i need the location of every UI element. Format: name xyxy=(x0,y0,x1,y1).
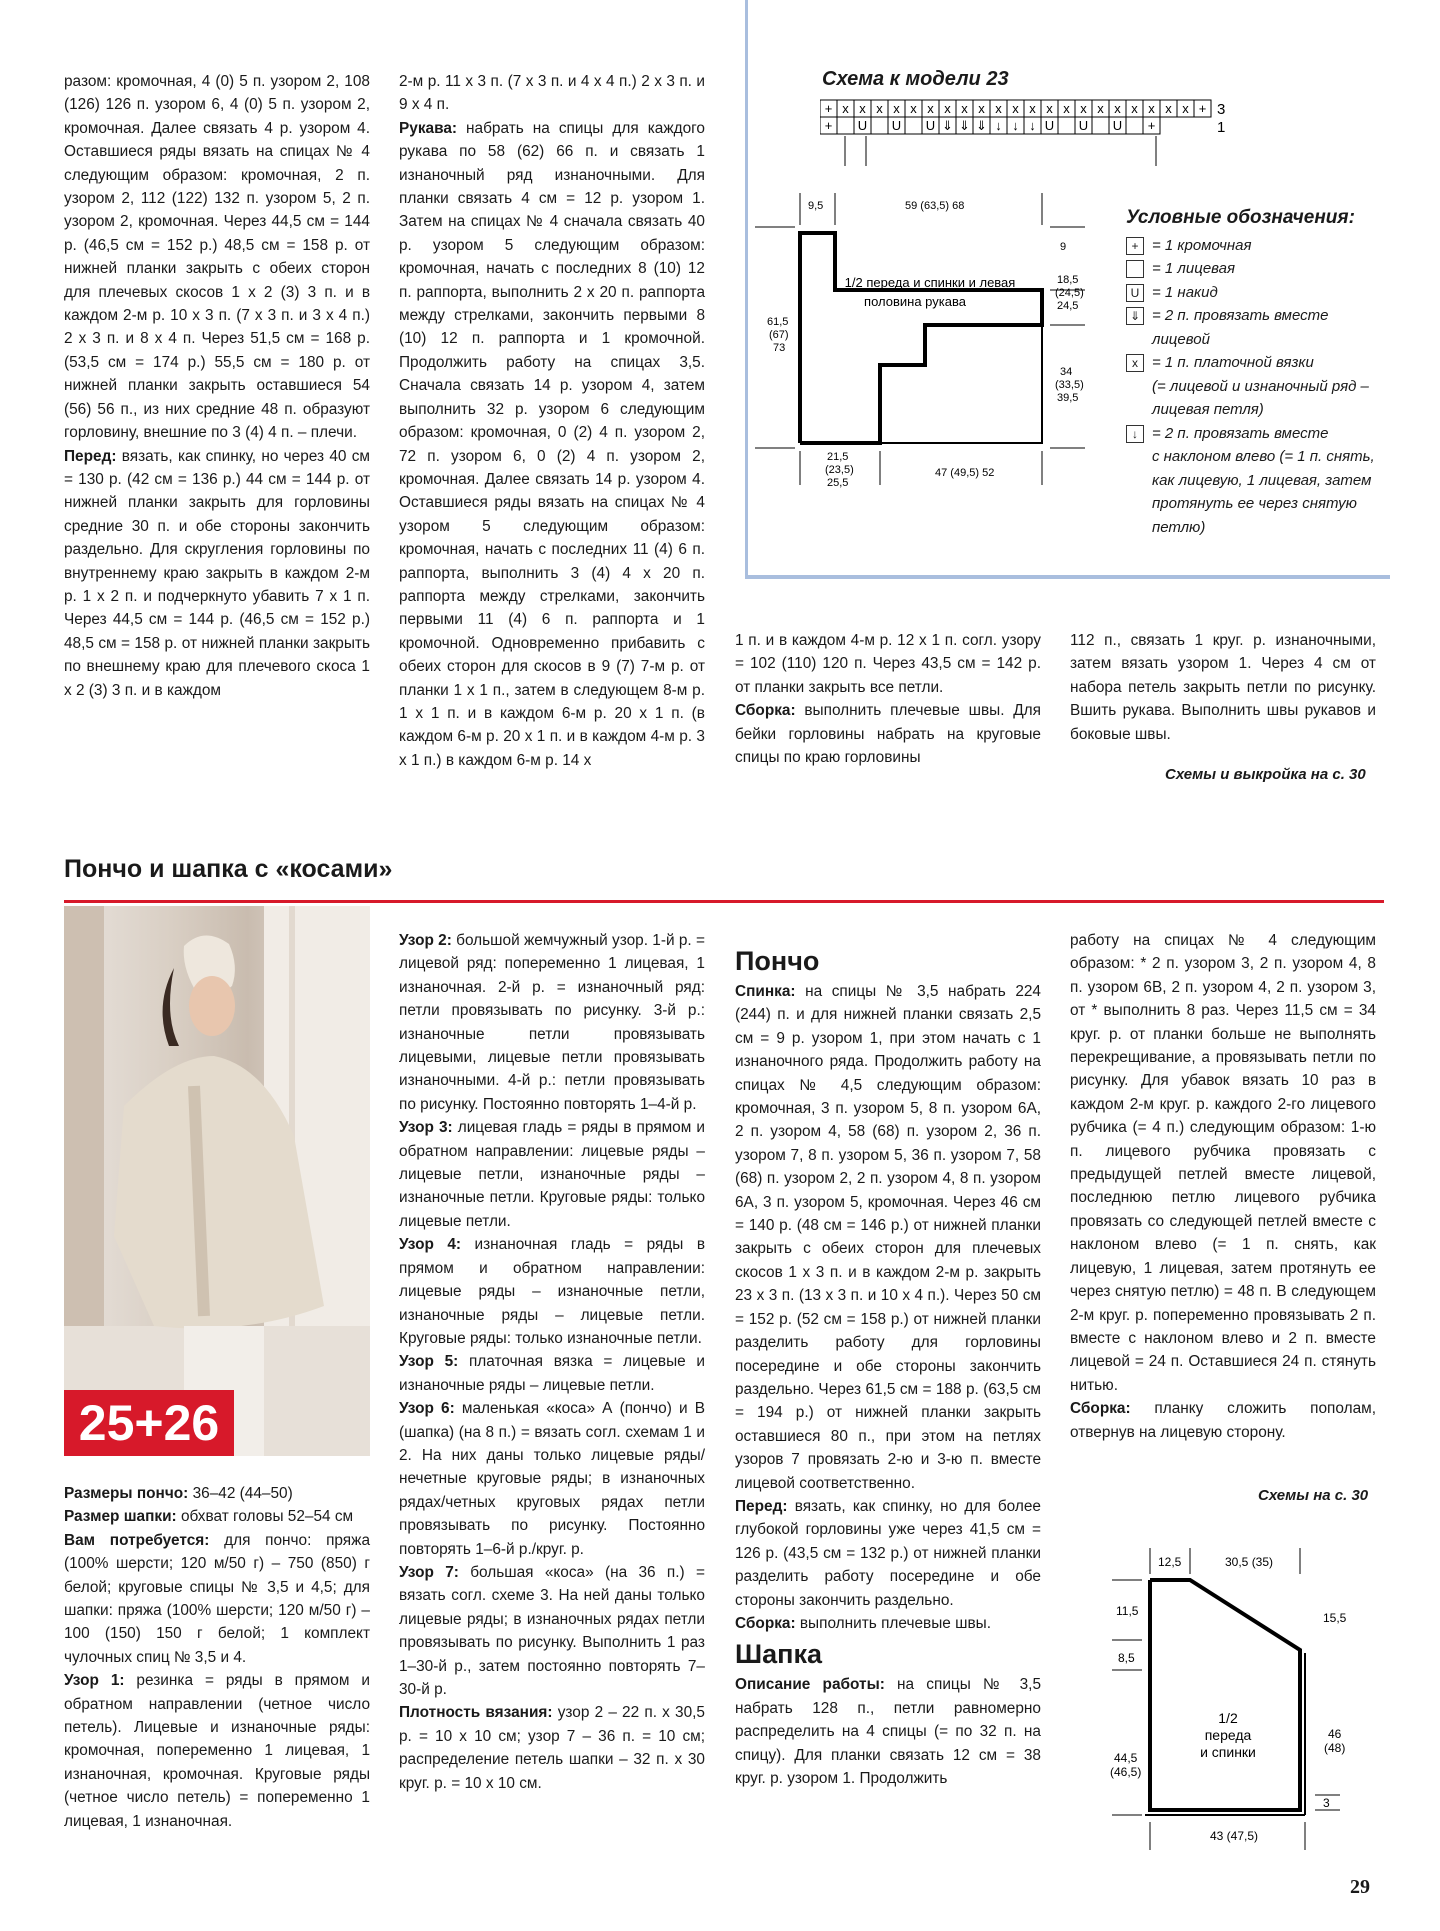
legend-item xyxy=(1126,257,1396,281)
dim-right-mid-1: 18,5 xyxy=(1057,274,1079,286)
paragraph-heading: Размеры пончо: xyxy=(64,1485,189,1502)
chart-row-3-symbol: x xyxy=(1131,101,1138,116)
chart-row-3-symbol: x xyxy=(927,101,934,116)
dim-bottom-left-1: 21,5 xyxy=(827,451,849,463)
chart-row-3-symbol: x xyxy=(1165,101,1172,116)
paragraph xyxy=(1070,929,1376,1397)
frame-border-left xyxy=(745,0,748,578)
chart-row-3-symbol: x xyxy=(842,101,849,116)
chart-row-3-symbol: x xyxy=(1029,101,1036,116)
dim2-inner-3: и спинки xyxy=(1200,1744,1256,1760)
legend-item: с наклоном влево (= 1 п. снять, xyxy=(1152,448,1375,465)
bottom-column-1 xyxy=(64,1482,370,1833)
paragraph-text: набрать на спицы для каждого рукава по 58 (62) 66 п. и связать 1 изнаночный ряд изнаночными. Для планки связать 4 см = 12 р. узором 1. Затем на спицах № 4 сначала связать 40 р. узором 5 следующим образом: кромочная, начать с последних 8 (10) 12 п. раппорта, выполнить 2 х 20 п. раппорта между стрелками, закончить первыми 8 (10) 12 п. раппорта и 1 кромочной. Продолжить работу на спицах 3,5. Сначала связать 14 р. узором 4, затем выполнить 32 р. узором 6 следующим образом: кромочная, 0 (2) 4 п. узором 2, 72 п. узором 6, 0 (2) 4 п. узором 2, кромочная. Далее связать 14 р. узором 4. Оставшиеся ряды вязать на спицах № 4 узором 5 следующим образом: кромочная, начать с последних 11 (4) 6 п. раппорта, выполнить 3 (4) 4 х 20 п. раппорта между стрелками, закончить первыми 11 (4) 6 п. раппорта и 1 кромочной. Одновременно прибавить с обеих сторон для скосов в 9 (7) 7-м р. от планки 1 х 1 п., затем в следующем 8-м р. 1 х 1 п. и в каждом 6-м р. 20 х 1 п. (в каждом 6-м р. 20 х 1 п. и в каждом 4-м р. 3 х 1 п.) в каждом 6-м р. 14 х xyxy=(399,119,705,769)
paragraph-heading: Перед: xyxy=(735,1497,788,1515)
dim2-left-3b: (46,5) xyxy=(1110,1765,1142,1779)
legend xyxy=(1126,206,1396,539)
paragraph xyxy=(399,1561,705,1701)
chart-row-3-symbol: x xyxy=(1148,101,1155,116)
paragraph-heading: Сборка: xyxy=(735,1614,796,1632)
bottom-column-4 xyxy=(1070,929,1376,1444)
dim2-right-1: 15,5 xyxy=(1323,1611,1347,1625)
dim2-right-2a: 46 xyxy=(1328,1727,1342,1741)
chart-row-1-symbol: ⇓ xyxy=(976,118,987,133)
dim2-top-right: 30,5 (35) xyxy=(1225,1555,1274,1569)
model-photo xyxy=(64,906,370,1456)
paragraph-heading: Сборка: xyxy=(1070,1400,1131,1418)
legend-text: = 1 лицевая xyxy=(1152,260,1236,277)
paragraph-heading: Узор 6: xyxy=(399,1400,455,1418)
chart-row-3-symbol: x xyxy=(961,101,968,116)
frame-border-bottom xyxy=(745,575,1390,579)
chart-row-1-symbol: U xyxy=(925,118,936,133)
paragraph-text: выполнить плечевые швы. xyxy=(795,1614,991,1632)
paragraph-text: на спицы № 3,5 набрать 224 (244) п. и для нижней планки связать 2,5 см = 9 р. узором 1, при этом начать с 1 изнаночного ряда. Продолжить работу на спицах № 4,5 следующим образом: кромочная, 3 п. узором 5, 8 п. узором 6А, 2 п. узором 4, 58 (68) п. узором 2, 36 п. узором 7, 8 п. узором 5, 36 п. узором 7, 58 (68) п. узором 2, 2 п. узором 4, 8 п. узором 6А, 3 п. узором 5, кромочная. Через 46 см = 140 р. (48 см = 146 р.) от нижней планки закрыть с обеих сторон для плечевых скосов 1 х 3 п. и в каждом 2-м р. закрыть 23 х 3 п. (13 х 3 п. и 10 х 4 п.). Через 50 см = 152 р. (52 см = 158 р.) от нижней планки разделить работу для горловины посередине и обе стороны закончить раздельно. Через 61,5 см = 188 р. (63,5 см = 194 р.) от нижней планки закрыть оставшиеся 80 п., при этом на петлях узоров 7 провязать 2-ю и 3-ю п. вместе лицевой соответственно. xyxy=(735,983,1041,1492)
paragraph-text: разом: кромочная, 4 (0) 5 п. узором 2, 108 (126) 126 п. узором 6, 4 (0) 5 п. узором 2, кромочная. Далее связать 4 р. узором 4. Оставшиеся ряды вязать на спицах № 4 следующим образом: кромочная, 2 п. узором 2, 112 (122) 132 п. узором 5, 2 п. узором 2, кромочная. Через 44,5 см = 144 р. (46,5 см = 152 р.) 48,5 см = 158 р. от нижней планки закрыть с обеих сторон для плечевых скосов 1 х 2 (3) 3 п. и в каждом 2-м р. 10 х 3 п. (7 х 3 п. и 3 х 4 п.) 2 х 3 п. и 8 х 4 п. Через 51,5 см = 168 р. (53,5 см = 174 р.) 55,5 см = 180 р. от нижней планки закрыть оставшиеся 54 (56) 56 п., из них средние 48 п. образуют горловину, внешние по 3 (4) 4 п. – плечи. xyxy=(64,73,370,442)
chart-row-1-cell xyxy=(1126,117,1143,134)
paragraph-heading: Перед: xyxy=(64,447,117,465)
chart-row-1-cell xyxy=(1092,117,1109,134)
paragraph-text: большая «коса» (на 36 п.) = вязать согл. схеме 3. На ней даны только лицевые ряды; в изнаночных рядах петли провязывать по рисунку. Выполнить 1 раз 1–30-й р., затем постоянно повторять 7–30-й р. xyxy=(399,1563,705,1698)
chart-row-1-symbol: ⇓ xyxy=(942,118,953,133)
chart-row-1-symbol: + xyxy=(1147,118,1156,133)
paragraph-text: 1 п. и в каждом 4-м р. 12 х 1 п. согл. узору = 102 (110) 120 п. Через 43,5 см = 142 р. от планки закрыть все петли. xyxy=(735,632,1041,696)
chart-row-1-symbol: U xyxy=(1044,118,1055,133)
paragraph xyxy=(735,629,1041,699)
paragraph-heading: Узор 5: xyxy=(399,1353,459,1371)
dim2-top-left: 12,5 xyxy=(1158,1555,1182,1569)
dim-right-mid-2: (24,5) xyxy=(1055,287,1084,299)
paragraph-heading: Сборка: xyxy=(735,702,796,720)
paragraph xyxy=(735,1612,1041,1635)
legend-item xyxy=(1126,422,1396,446)
paragraph xyxy=(64,1529,370,1669)
paragraph xyxy=(64,445,370,702)
chart-row-3-symbol: x xyxy=(1182,101,1189,116)
legend-symbol-icon: ↓ xyxy=(1126,425,1144,443)
paragraph-text: большой жемчужный узор. 1-й р. = лицевой ряд: попеременно 1 лицевая, 1 изнаночная. 2-й р. = изнаночный ряд: петли провязывать по рисунку. 3-й р.: изнаночные петли провязывать лицевыми, лицевые петли провязывать изнаночными. 4-й р.: петли провязывать по рисунку. Постоянно повторять 1–4-й р. xyxy=(399,932,705,1113)
legend-text: = 2 п. провязать вместе xyxy=(1152,424,1329,442)
paragraph-heading: Узор 2: xyxy=(399,932,452,949)
knitting-chart xyxy=(820,96,1260,176)
page-number: 29 xyxy=(1350,1876,1370,1898)
dim2-bottom: 43 (47,5) xyxy=(1210,1829,1259,1843)
paragraph xyxy=(399,117,705,772)
paragraph-text: работу на спицах № 4 следующим образом: * 2 п. узором 3, 2 п. узором 4, 8 п. узором 6В, 2 п. узором 4, 2 п. узором 3, от * выполнить 8 раз. Через 11,5 см = 34 круг. р. от планки больше не выполнять перекрещивание, а провязывать петли по рисунку. Для убавок вязать 10 раз в каждом 2-м круг. р. каждого 2-го лицевого рубчика (= 4 п.) следующим образом: 1-ю п. лицевого рубчика провязать с предыдущей петлей вместе лицевой, последнюю петлю лицевого рубчика провязать со следующей петлей вместе с наклоном влево (= 1 п. снять, как лицевую, 1 лицевая, затем протянуть ее через снятую петлю) = 48 п. В следующем 2-м круг. р. попеременно провязывать 2 п. вместе с наклоном влево и 2 п. вместе лицевой = 24 п. Оставшиеся 24 п. стянуть нитью. xyxy=(1070,932,1376,1394)
paragraph-text: вязать, как спинку, но для более глубокой горловины уже через 41,5 см = 126 р. (43,5 см = 132 р.) от нижней планки разделить работу посередине и обе стороны закончить раздельно. xyxy=(735,1497,1041,1609)
dim-top: 59 (63,5) 68 xyxy=(905,200,965,212)
legend-symbol-icon: ⇓ xyxy=(1126,307,1144,325)
chart-row-3-symbol: x xyxy=(1063,101,1070,116)
dim2-left-2: 8,5 xyxy=(1118,1651,1135,1665)
dim-bottom-left-3: 25,5 xyxy=(827,477,849,489)
pattern-reference-2: Схемы на с. 30 xyxy=(1258,1487,1369,1504)
chart-row-3-symbol: x xyxy=(944,101,951,116)
schema-title: Схема к модели 23 xyxy=(822,68,1009,90)
paragraph xyxy=(735,980,1041,1495)
paragraph-text: изнаночная гладь = ряды в прямом и обратном направлении: лицевые ряды – изнаночные петли, изнаночные ряды – лицевые петли. Круговые ряды: только изнаночные петли. xyxy=(399,1236,706,1347)
paragraph xyxy=(399,1397,705,1561)
chart-row-3-symbol: x xyxy=(876,101,883,116)
paragraph xyxy=(64,1669,370,1833)
chart-row-1-symbol: ↓ xyxy=(995,118,1002,133)
paragraph-text: платочная вязка = лицевые и изнаночные ряды – лицевые петли. xyxy=(399,1353,705,1394)
paragraph xyxy=(735,1673,1041,1790)
legend-title: Условные обозначения: xyxy=(1126,207,1355,228)
text-column-4 xyxy=(1070,629,1376,746)
paragraph xyxy=(399,1116,705,1233)
legend-item xyxy=(1126,304,1396,328)
chart-row-3-symbol: + xyxy=(1198,101,1207,116)
dim-left-3: 73 xyxy=(773,342,786,354)
paragraph-heading: Плотность вязания: xyxy=(399,1704,553,1722)
chart-row-1-symbol: + xyxy=(824,118,833,133)
paragraph xyxy=(399,70,705,117)
dim-right-low-1: 34 xyxy=(1060,366,1073,378)
chart-row-1-symbol: U xyxy=(1078,118,1089,133)
paragraph-text: 112 п., связать 1 круг. р. изнаночными, затем вязать узором 1. Через 4 см от набора петель закрыть петли по рисунку. Вшить рукава. Выполнить швы рукавов и боковые швы. xyxy=(1070,632,1376,743)
chart-row-1-cell xyxy=(871,117,888,134)
chart-row-3-symbol: x xyxy=(1012,101,1019,116)
legend-item: лицевой xyxy=(1152,330,1210,348)
paragraph xyxy=(735,699,1041,769)
model-number-badge: 25+26 xyxy=(64,1390,234,1456)
paragraph-text: для пончо: пряжа (100% шерсти; 120 м/50 г) – 750 (850) г белой; круговые спицы № 3,5 и 4,5; для шапки: пряжа (100% шерсти; 120 м/50 г) – 100 (150) 150 г белой; 1 комплект чулочных спиц № 3,5 и 4. xyxy=(64,1531,370,1666)
legend-item xyxy=(1126,351,1396,375)
paragraph-text: лицевая гладь = ряды в прямом и обратном направлении: лицевые ряды – лицевые петли, изнаночные ряды – изнаночные петли. Круговые ряды: только лицевые петли. xyxy=(399,1119,705,1230)
chart-row-3-symbol: x xyxy=(910,101,917,116)
paragraph xyxy=(399,1350,705,1397)
chart-row-label: 3 xyxy=(1217,101,1226,118)
paragraph-heading: Узор 7: xyxy=(399,1563,459,1581)
paragraph-heading: Рукава: xyxy=(399,119,458,137)
paragraph xyxy=(64,1505,370,1528)
paragraph-text: 2-м р. 11 х 3 п. (7 х 3 п. и 4 х 4 п.) 2 х 3 п. и 9 х 4 п. xyxy=(399,73,705,114)
legend-item: (= лицевой и изнаночный ряд – xyxy=(1152,377,1369,395)
chart-row-1-symbol: ↓ xyxy=(1012,118,1019,133)
paragraph xyxy=(1070,1397,1376,1444)
legend-symbol-icon: + xyxy=(1126,237,1144,255)
chart-row-1-symbol: U xyxy=(891,118,902,133)
legend-item: лицевая петля) xyxy=(1152,401,1264,418)
legend-text: = 1 кромочная xyxy=(1152,236,1252,254)
section-divider xyxy=(64,900,1384,903)
paragraph-heading: Размер шапки: xyxy=(64,1508,177,1526)
legend-item: как лицевую, 1 лицевая, затем xyxy=(1152,471,1372,489)
chart-row-3-symbol: x xyxy=(978,101,985,116)
paragraph xyxy=(399,1701,705,1795)
dim-bottom: 47 (49,5) 52 xyxy=(935,467,995,479)
chart-row-1-symbol: ↓ xyxy=(1029,118,1036,133)
legend-symbol-icon xyxy=(1126,260,1144,278)
paragraph-heading: Узор 4: xyxy=(399,1236,462,1254)
chart-row-3-symbol: x xyxy=(893,101,900,116)
chart-row-label: 1 xyxy=(1217,119,1226,136)
text-column-3 xyxy=(735,629,1041,769)
paragraph-text: резинка = ряды в прямом и обратном направлении (четное число петель). Лицевые и изнаночные ряды: кромочная, попеременно 1 лицевая, 1 изнаночная, кромочная. Круговые ряды (четное число петель) = попеременно 1 лицевая, 1 изнаночная. xyxy=(64,1672,370,1830)
chart-row-3-symbol: x xyxy=(995,101,1002,116)
chart-row-1-symbol: U xyxy=(1112,118,1123,133)
dim2-right-2b: (48) xyxy=(1324,1741,1346,1755)
paragraph-text: выполнить плечевые швы. Для бейки горловины набрать на круговые спицы по краю горловины xyxy=(735,702,1041,767)
hat-title: Шапка xyxy=(735,1639,822,1670)
pattern-label-2: половина рукава xyxy=(864,294,966,309)
paragraph-heading: Узор 1: xyxy=(64,1672,125,1690)
text-column-1 xyxy=(64,70,370,702)
dim-left-1: 61,5 xyxy=(767,316,789,328)
chart-row-1-cell xyxy=(905,117,922,134)
dim2-inner-2: переда xyxy=(1204,1727,1252,1743)
chart-row-1-cell xyxy=(837,117,854,134)
paragraph-heading: Вам потребуется: xyxy=(64,1531,210,1549)
paragraph-text: вязать, как спинку, но через 40 см = 130 р. (42 см = 136 р.) 44 см = 144 р. от нижней планки закрыть для горловины средние 30 п. и обе стороны закончить раздельно. Для скругления горловины по внутреннему краю закрыть в каждом 2-м р. 1 х 2 п. и подчеркнуто убавить 7 х 1 п. Через 44,5 см = 144 р. (46,5 см = 152 р.) 48,5 см = 158 р. от нижней планки закрыть по внешнему краю для плечевого скоса 1 х 2 (3) 3 п. и в каждом xyxy=(64,447,370,699)
legend-item xyxy=(1126,281,1396,305)
chart-row-1-symbol: ⇓ xyxy=(959,118,970,133)
chart-row-3-symbol: x xyxy=(1114,101,1121,116)
pattern-label-1: 1/2 переда и спинки и левая xyxy=(844,275,1016,290)
dim-bottom-left-2: (23,5) xyxy=(825,464,854,476)
section-title: Пончо и шапка с «косами» xyxy=(64,855,393,883)
paragraph-text: планку сложить пополам, отвернув на лицевую сторону. xyxy=(1070,1400,1376,1441)
chart-row-1-cell xyxy=(1058,117,1075,134)
legend-symbol-icon: x xyxy=(1126,354,1144,372)
schematic-pattern-1 xyxy=(755,185,1095,495)
paragraph xyxy=(1070,629,1376,746)
paragraph xyxy=(399,929,705,1116)
schematic-pattern-2 xyxy=(1090,1540,1390,1860)
dim-right-low-2: (33,5) xyxy=(1055,379,1084,391)
bottom-column-3 xyxy=(735,942,1041,1790)
poncho-title: Пончо xyxy=(735,946,820,976)
chart-row-3-symbol: x xyxy=(859,101,866,116)
legend-item: петлю) xyxy=(1152,518,1206,536)
legend-text: = 1 накид xyxy=(1152,283,1218,301)
chart-row-3-symbol: x xyxy=(1097,101,1104,116)
dim2-left-1: 11,5 xyxy=(1116,1604,1139,1618)
chart-row-1-symbol: U xyxy=(857,118,868,133)
paragraph-text: маленькая «коса» А (пончо) и В (шапка) (на 8 п.) = вязать согл. схемам 1 и 2. На них даны только лицевые ряды/нечетные круговые ряды; в изнаночных рядах/четных круговых рядах петли провязывать по рисунку. Постоянно повторять 1–6-й р./круг. р. xyxy=(399,1400,705,1558)
chart-row-3-symbol: + xyxy=(824,101,833,116)
text-column-2 xyxy=(399,70,705,772)
paragraph-heading: Узор 3: xyxy=(399,1119,453,1137)
paragraph xyxy=(64,1482,370,1505)
paragraph xyxy=(64,70,370,445)
legend-item: протянуть ее через снятую xyxy=(1152,495,1357,512)
legend-text: = 1 п. платочной вязки xyxy=(1152,354,1314,371)
dim-right-low-3: 39,5 xyxy=(1057,392,1079,404)
legend-symbol-icon: U xyxy=(1126,284,1144,302)
chart-row-3-symbol: x xyxy=(1046,101,1053,116)
paragraph-text: на спицы № 3,5 набрать 128 п., петли равномерно распределить на 4 спицы (= по 32 п. на спицу). Для планки связать 12 см = 38 круг. р. узором 1. Продолжить xyxy=(735,1676,1041,1787)
dim-right-mid-3: 24,5 xyxy=(1057,300,1079,312)
bottom-column-2 xyxy=(399,929,705,1795)
paragraph-text: узор 2 – 22 п. х 30,5 р. = 10 х 10 см; узор 7 – 36 п. = 10 см; распределение петель шапки – 32 п. х 30 круг. р. = 10 х 10 см. xyxy=(399,1704,705,1792)
chart-row-3-symbol: x xyxy=(1080,101,1087,116)
legend-text: = 2 п. провязать вместе xyxy=(1152,307,1329,324)
legend-item xyxy=(1126,234,1396,258)
paragraph-heading: Описание работы: xyxy=(735,1676,885,1694)
dim2-inner-1: 1/2 xyxy=(1218,1710,1238,1726)
pattern-reference: Схемы и выкройка на с. 30 xyxy=(1165,766,1366,783)
dim-right-top: 9 xyxy=(1060,241,1067,253)
dim-left-2: (67) xyxy=(769,329,789,341)
dim-top-left: 9,5 xyxy=(808,200,824,212)
paragraph-heading: Спинка: xyxy=(735,983,796,1000)
dim2-left-3a: 44,5 xyxy=(1114,1751,1138,1765)
paragraph-text: обхват головы 52–54 см xyxy=(176,1508,354,1526)
dim2-right-3: 3 xyxy=(1323,1796,1330,1810)
paragraph xyxy=(735,1495,1041,1612)
paragraph xyxy=(399,1233,705,1350)
paragraph-text: 36–42 (44–50) xyxy=(188,1485,293,1502)
